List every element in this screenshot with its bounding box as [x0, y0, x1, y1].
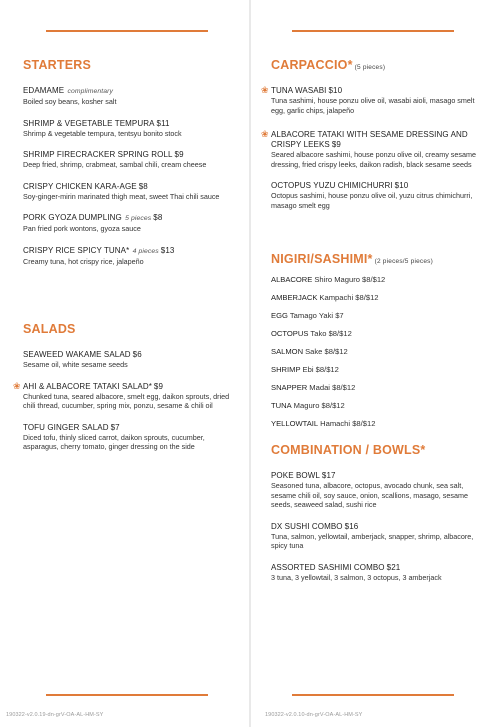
- item-name: CRISPY CHICKEN KARA-AGE: [23, 181, 137, 191]
- item-description: Boiled soy beans, kosher salt: [23, 97, 117, 106]
- starters-section: [23, 58, 235, 267]
- item-description: Octopus sashimi, house ponzu olive oil, yuzu citrus chimichurri, masago smelt egg: [271, 191, 473, 210]
- list-item: [271, 347, 486, 357]
- item-name: SNAPPER: [271, 383, 308, 393]
- menu-item: [271, 471, 486, 510]
- list-item: [271, 293, 486, 303]
- raw-fish-icon: ❀: [13, 380, 21, 391]
- item-price: $10: [328, 86, 343, 95]
- raw-fish-icon: ❀: [261, 85, 269, 95]
- list-item: [271, 419, 486, 429]
- item-note: 4 pieces: [132, 247, 159, 255]
- menu-item: [271, 563, 486, 583]
- section-note: (5 pieces): [354, 64, 386, 71]
- menu-item: [23, 350, 235, 370]
- item-price: $8: [153, 213, 163, 223]
- item-detail: Hamachi $8/$12: [320, 419, 376, 429]
- menu-item: [23, 423, 235, 452]
- salads-section: [13, 322, 235, 452]
- menu-item: [23, 86, 235, 107]
- item-price: $11: [156, 118, 170, 128]
- item-detail: Shiro Maguro $8/$12: [314, 274, 386, 284]
- item-description: Soy-ginger-mirin marinated thigh meat, sweet Thai chili sauce: [23, 191, 220, 201]
- item-detail: Kampachi $8/$12: [319, 292, 379, 302]
- section-title-nigiri: NIGIRI/SASHIMI*: [271, 252, 373, 266]
- item-name: PORK GYOZA DUMPLING: [23, 213, 122, 223]
- item-description: Tuna, salmon, yellowtail, amberjack, snapper, shrimp, albacore, spicy tuna: [271, 531, 474, 551]
- item-name: YELLOWTAIL: [271, 419, 319, 429]
- raw-fish-icon: ❀: [261, 129, 269, 140]
- top-divider: [46, 30, 208, 32]
- section-title-combination: COMBINATION / BOWLS*: [271, 443, 426, 457]
- menu-item: [261, 129, 486, 169]
- section-title-carpaccio: CARPACCIO*: [271, 58, 353, 72]
- item-name: SHRIMP: [271, 364, 301, 374]
- item-name: ALBACORE TATAKI WITH SESAME DRESSING AND CRISPY LEEKS: [271, 130, 468, 150]
- item-description: Chunked tuna, seared albacore, smelt egg, daikon sprouts, dried chili thread, cucumber, spring mix, ponzu, sesame & chili oil: [23, 391, 230, 411]
- item-name: SHRIMP FIRECRACKER SPRING ROLL: [23, 150, 173, 160]
- footer-code: 190322-v2.0.10-dn-grV-OA-AL-HM-SY: [265, 712, 363, 718]
- menu-item: [271, 522, 486, 551]
- item-price: $21: [386, 562, 401, 572]
- item-price: $17: [321, 471, 336, 480]
- item-description: 3 tuna, 3 yellowtail, 3 salmon, 3 octopus, 3 amberjack: [271, 572, 442, 582]
- top-divider: [292, 30, 454, 32]
- item-name: ASSORTED SASHIMI COMBO: [271, 562, 385, 572]
- nigiri-section: [271, 252, 486, 429]
- combination-section: [271, 443, 486, 583]
- item-name: TUNA: [271, 401, 292, 411]
- item-price: $10: [394, 181, 409, 191]
- menu-item: [271, 181, 486, 210]
- menu-page-right: [251, 0, 500, 727]
- item-price: $13: [160, 245, 175, 255]
- menu-page-left: [0, 0, 249, 727]
- item-name: EGG: [271, 310, 288, 320]
- item-description: Deep fried, shrimp, crabmeat, sambal chili, cream cheese: [23, 160, 207, 170]
- item-price: $6: [132, 350, 142, 359]
- item-name: TUNA WASABI: [271, 86, 327, 95]
- item-name: SEAWEED WAKAME SALAD: [23, 350, 131, 359]
- menu-item: [261, 85, 486, 115]
- list-item: [271, 365, 486, 375]
- item-name: POKE BOWL: [271, 471, 320, 480]
- item-name: EDAMAME: [23, 86, 65, 95]
- item-name: AMBERJACK: [271, 292, 318, 302]
- item-detail: Madai $8/$12: [309, 383, 356, 393]
- footer-code: 190322-v2.0.19-dn-grV-OA-AL-HM-SY: [6, 712, 104, 718]
- list-item: [271, 311, 486, 321]
- menu-item: [23, 246, 235, 267]
- item-detail: Ebi $8/$12: [302, 364, 339, 374]
- item-name: SALMON: [271, 346, 304, 356]
- item-description: Sesame oil, white sesame seeds: [23, 360, 128, 369]
- item-description: Pan fried pork wontons, gyoza sauce: [23, 224, 141, 234]
- item-detail: Sake $8/$12: [305, 346, 348, 356]
- section-note: (2 pieces/5 pieces): [374, 258, 433, 265]
- item-name: TOFU GINGER SALAD: [23, 422, 109, 432]
- item-name: DX SUSHI COMBO: [271, 521, 343, 531]
- menu-item: [23, 213, 235, 234]
- item-price: $9: [153, 381, 164, 391]
- menu-item: [23, 150, 235, 170]
- item-name: ALBACORE: [271, 274, 313, 284]
- bottom-divider: [292, 694, 454, 696]
- item-name: OCTOPUS: [271, 328, 309, 338]
- item-price: $9: [174, 150, 184, 160]
- bottom-divider: [46, 694, 208, 696]
- nigiri-list: [271, 275, 486, 429]
- list-item: [271, 329, 486, 339]
- list-item: [271, 275, 486, 285]
- section-title-starters: STARTERS: [23, 58, 92, 72]
- list-item: [271, 383, 486, 393]
- item-detail: Tamago Yaki $7: [289, 310, 344, 320]
- item-note: 5 pieces: [125, 215, 152, 223]
- item-description: Seared albacore sashimi, house ponzu olive oil, creamy sesame dressing, fried crispy leeks, daikon radish, black sesame seeds: [271, 150, 476, 169]
- menu-item: [23, 182, 235, 202]
- carpaccio-section: [261, 58, 486, 211]
- item-note: complimentary: [67, 88, 113, 95]
- item-description: Tuna sashimi, house ponzu olive oil, wasabi aioli, masago smelt egg, garlic chips, jalapeño: [271, 96, 475, 115]
- item-description: Shrimp & vegetable tempura, tentsyu bonito stock: [23, 128, 182, 138]
- item-name: AHI & ALBACORE TATAKI SALAD*: [23, 381, 152, 391]
- item-description: Creamy tuna, hot crispy rice, jalapeño: [23, 256, 144, 266]
- item-price: $7: [110, 422, 120, 432]
- section-title-salads: SALADS: [23, 322, 76, 336]
- item-description: Seasoned tuna, albacore, octopus, avocado chunk, sea salt, sesame chili oil, soy sauce, onion, scallions, masago, sesame seeds, seaweed salad, sushi rice: [271, 481, 468, 510]
- item-description: Diced tofu, thinly sliced carrot, daikon sprouts, cucumber, asparagus, cherry tomato, ginger dressing on the side: [23, 432, 205, 452]
- item-detail: Tako $8/$12: [310, 328, 352, 338]
- item-name: SHRIMP & VEGETABLE TEMPURA: [23, 118, 155, 128]
- list-item: [271, 401, 486, 411]
- item-price: $8: [138, 181, 148, 191]
- item-price: $9: [331, 140, 341, 150]
- item-detail: Maguro $8/$12: [293, 401, 345, 411]
- item-name: OCTOPUS YUZU CHIMICHURRI: [271, 181, 393, 191]
- item-price: $16: [344, 521, 359, 531]
- menu-item: [23, 119, 235, 139]
- menu-item: [13, 380, 235, 411]
- item-name: CRISPY RICE SPICY TUNA*: [23, 245, 130, 255]
